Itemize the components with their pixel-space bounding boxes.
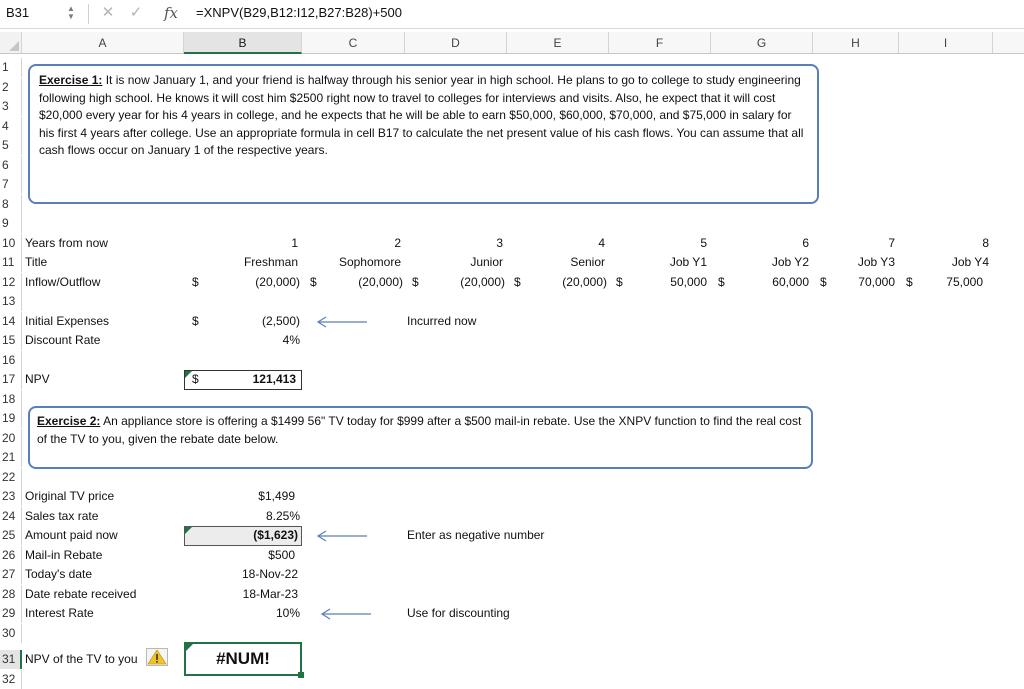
todays-date-value[interactable]: 18-Nov-22 <box>241 567 298 581</box>
discount-rate-value[interactable]: 4% <box>282 333 300 347</box>
row-header-30[interactable]: 30 <box>0 624 22 643</box>
exercise2-textbox[interactable] <box>28 406 813 469</box>
flow-5[interactable]: 50,000 <box>670 275 707 289</box>
column-header-c[interactable]: C <box>302 32 405 54</box>
year-2[interactable]: 2 <box>394 236 401 250</box>
name-box-dropdown-icon[interactable]: ▲ ▼ <box>67 4 75 21</box>
note-incurred-now[interactable]: Incurred now <box>407 314 477 328</box>
flow-1[interactable]: (20,000) <box>255 275 300 289</box>
date-rebate-received-value[interactable]: 18-Mar-23 <box>242 587 298 601</box>
flow-8[interactable]: 75,000 <box>946 275 983 289</box>
title-1[interactable]: Freshman <box>243 255 298 269</box>
row-header-15[interactable]: 15 <box>0 331 22 350</box>
row-header-27[interactable]: 27 <box>0 565 22 584</box>
label-amount-paid-now[interactable]: Amount paid now <box>25 528 118 542</box>
npv-currency: $ <box>192 372 199 386</box>
column-header-h[interactable]: H <box>813 32 899 54</box>
cancel-icon[interactable]: ✕ <box>101 4 115 21</box>
row-header-3[interactable]: 3 <box>0 97 22 116</box>
note-use-for-discounting[interactable]: Use for discounting <box>407 606 510 620</box>
row-header-26[interactable]: 26 <box>0 546 22 565</box>
error-indicator-icon <box>185 527 192 534</box>
row-header-16[interactable]: 16 <box>0 351 22 370</box>
title-4[interactable]: Senior <box>570 255 605 269</box>
title-2[interactable]: Sophomore <box>338 255 401 269</box>
row-header-12[interactable]: 12 <box>0 273 22 292</box>
flow-6-currency: $ <box>718 275 725 289</box>
row-header-17[interactable]: 17 <box>0 370 22 389</box>
initial-expenses-value[interactable]: (2,500) <box>261 314 300 328</box>
row-header-25[interactable]: 25 <box>0 526 22 545</box>
row-header-11[interactable]: 11 <box>0 253 22 272</box>
left-arrow-icon <box>316 316 368 328</box>
amount-paid-now-value[interactable]: ($1,623) <box>253 528 298 542</box>
exercise1-textbox[interactable] <box>28 64 819 204</box>
fill-handle[interactable] <box>298 672 304 678</box>
row-header-21[interactable]: 21 <box>0 448 22 467</box>
row-header-1[interactable]: 1 <box>0 58 22 77</box>
label-original-tv-price[interactable]: Original TV price <box>25 489 115 503</box>
error-warning-button[interactable] <box>146 648 168 666</box>
flow-7-currency: $ <box>820 275 827 289</box>
row-header-9[interactable]: 9 <box>0 214 22 233</box>
label-inflow-outflow[interactable]: Inflow/Outflow <box>25 275 101 289</box>
row-header-13[interactable]: 13 <box>0 292 22 311</box>
left-arrow-icon <box>316 530 368 542</box>
row-header-31[interactable]: 31 <box>0 650 22 669</box>
row-header-6[interactable]: 6 <box>0 156 22 175</box>
year-6[interactable]: 6 <box>802 236 809 250</box>
exercise2-body: An appliance store is offering a $1499 56" TV today for $999 after a $500 mail-in rebate. Use the XNPV function to find the real cost of the TV to you, given the rebate date below. <box>37 414 802 446</box>
note-enter-negative[interactable]: Enter as negative number <box>407 528 545 542</box>
initial-expenses-currency: $ <box>192 314 199 328</box>
flow-6[interactable]: 60,000 <box>772 275 809 289</box>
title-7[interactable]: Job Y3 <box>857 255 895 269</box>
column-header-j[interactable] <box>993 32 1024 54</box>
year-5[interactable]: 5 <box>700 236 707 250</box>
year-7[interactable]: 7 <box>888 236 895 250</box>
title-6[interactable]: Job Y2 <box>771 255 809 269</box>
mail-in-rebate-value[interactable]: $500 <box>268 548 295 562</box>
flow-3[interactable]: (20,000) <box>460 275 505 289</box>
title-5[interactable]: Job Y1 <box>669 255 707 269</box>
row-header-23[interactable]: 23 <box>0 487 22 506</box>
title-3[interactable]: Junior <box>470 255 503 269</box>
row-header-14[interactable]: 14 <box>0 312 22 331</box>
flow-2[interactable]: (20,000) <box>358 275 403 289</box>
column-header-a[interactable]: A <box>22 32 184 54</box>
flow-1-currency: $ <box>192 275 199 289</box>
row-header-22[interactable]: 22 <box>0 468 22 487</box>
label-initial-expenses[interactable]: Initial Expenses <box>25 314 110 328</box>
row-header-18[interactable]: 18 <box>0 390 22 409</box>
label-sales-tax-rate[interactable]: Sales tax rate <box>25 509 99 523</box>
warning-icon <box>147 649 167 665</box>
row-header-8[interactable]: 8 <box>0 195 22 214</box>
label-todays-date[interactable]: Today's date <box>25 567 93 581</box>
row-header-7[interactable]: 7 <box>0 175 22 194</box>
row-header-32[interactable]: 32 <box>0 670 22 689</box>
flow-5-currency: $ <box>616 275 623 289</box>
row-header-29[interactable]: 29 <box>0 604 22 623</box>
column-header-f[interactable]: F <box>609 32 711 54</box>
exercise1-title: Exercise 1: <box>39 73 103 87</box>
column-header-g[interactable]: G <box>711 32 813 54</box>
label-mail-in-rebate[interactable]: Mail-in Rebate <box>25 548 103 562</box>
flow-2-currency: $ <box>310 275 317 289</box>
enter-checkmark-icon[interactable]: ✓ <box>129 4 143 21</box>
label-date-rebate-received[interactable]: Date rebate received <box>25 587 137 601</box>
year-8[interactable]: 8 <box>982 236 989 250</box>
formula-input[interactable]: =XNPV(B29,B12:I12,B27:B28)+500 <box>196 5 402 20</box>
left-arrow-icon <box>320 608 372 620</box>
npv-of-tv-value[interactable]: #NUM! <box>216 649 270 668</box>
formula-bar-divider <box>88 4 89 24</box>
row-header-10[interactable]: 10 <box>0 234 22 253</box>
exercise1-text <box>39 72 804 160</box>
exercise1-body: It is now January 1, and your friend is halfway through his senior year in high school. He plans to go to college to study engineering following high school. He knows it will cost him $2500 right now to travel to colleges for interviews and visits. Also, he expect that it will cost $20,000 every year for his 4 years in college, and he expects that he will be able to earn $50,000, $60,000, $70,000, and $75,000 in salary for his first 4 years after college. Use an appropriate formula in cell B17 to calculate the net present value of his cash flows. You can assume that all cash flows occur on January 1 of the respective years. <box>39 73 804 157</box>
column-header-d[interactable]: D <box>405 32 507 54</box>
year-1[interactable]: 1 <box>291 236 298 250</box>
original-tv-price-value[interactable]: $1,499 <box>258 489 295 503</box>
row-header-24[interactable]: 24 <box>0 507 22 526</box>
exercise2-title: Exercise 2: <box>37 414 101 428</box>
row-header-28[interactable]: 28 <box>0 585 22 604</box>
column-header-b[interactable]: B <box>184 32 302 54</box>
label-npv[interactable]: NPV <box>25 372 50 386</box>
error-indicator-icon <box>185 371 192 378</box>
row-header-5[interactable]: 5 <box>0 136 22 155</box>
npv-value[interactable]: 121,413 <box>252 372 296 386</box>
select-all-corner[interactable] <box>0 32 22 54</box>
exercise2-text <box>37 413 802 448</box>
row-header-19[interactable]: 19 <box>0 409 22 428</box>
column-header-e[interactable]: E <box>507 32 609 54</box>
column-header-i[interactable]: I <box>899 32 993 54</box>
label-years-from-now[interactable]: Years from now <box>25 236 108 250</box>
label-title[interactable]: Title <box>25 255 48 269</box>
flow-8-currency: $ <box>906 275 913 289</box>
flow-4[interactable]: (20,000) <box>562 275 607 289</box>
year-3[interactable]: 3 <box>496 236 503 250</box>
interest-rate-value[interactable]: 10% <box>275 606 300 620</box>
row-header-4[interactable]: 4 <box>0 117 22 136</box>
row-header-20[interactable]: 20 <box>0 429 22 448</box>
name-box[interactable]: B31 <box>6 5 30 20</box>
label-discount-rate[interactable]: Discount Rate <box>25 333 101 347</box>
label-interest-rate[interactable]: Interest Rate <box>25 606 94 620</box>
formula-bar <box>0 0 1024 29</box>
insert-function-icon[interactable]: fx <box>164 4 179 22</box>
title-8[interactable]: Job Y4 <box>951 255 989 269</box>
label-npv-of-tv[interactable]: NPV of the TV to you <box>25 652 138 666</box>
flow-3-currency: $ <box>412 275 419 289</box>
flow-4-currency: $ <box>514 275 521 289</box>
row-header-2[interactable]: 2 <box>0 78 22 97</box>
flow-7[interactable]: 70,000 <box>858 275 895 289</box>
sales-tax-rate-value[interactable]: 8.25% <box>265 509 300 523</box>
year-4[interactable]: 4 <box>598 236 605 250</box>
